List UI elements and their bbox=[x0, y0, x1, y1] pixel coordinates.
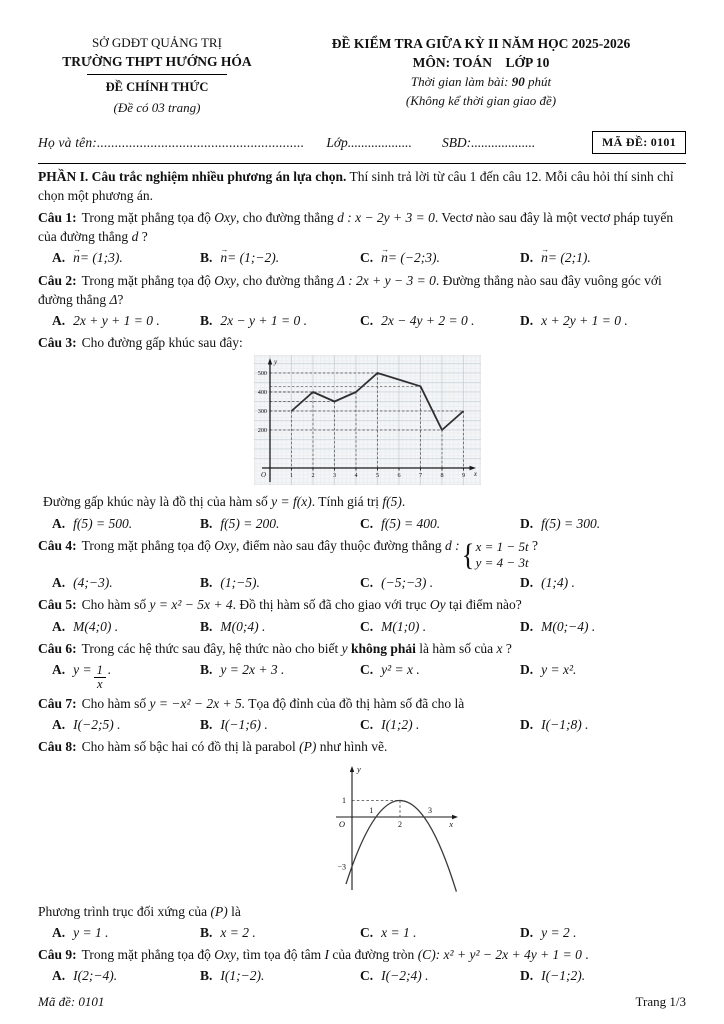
option-A bbox=[52, 923, 200, 942]
option-letter: C. bbox=[360, 924, 374, 940]
question-number: Câu 8: bbox=[38, 739, 77, 755]
option-B bbox=[200, 923, 360, 942]
option-letter: C. bbox=[360, 618, 374, 634]
svg-text:8: 8 bbox=[440, 472, 444, 480]
option-letter: B. bbox=[200, 661, 213, 677]
math-segment: d : x − 2y + 3 = 0 bbox=[337, 210, 435, 226]
option-letter: A. bbox=[52, 968, 66, 984]
vector-symbol: n → bbox=[381, 248, 388, 267]
svg-text:6: 6 bbox=[397, 472, 401, 480]
question-stem bbox=[38, 694, 686, 713]
option-D bbox=[520, 966, 686, 985]
math-segment: d : bbox=[445, 537, 460, 553]
sbd-field: SBD:................... bbox=[441, 134, 536, 150]
question-stem bbox=[38, 333, 686, 352]
text-segment: ? bbox=[502, 640, 512, 656]
text-segment: Đường gấp khúc này là đồ thị của hàm số bbox=[43, 494, 272, 510]
department-name: SỞ GDĐT QUẢNG TRỊ bbox=[92, 35, 222, 50]
option-letter: B. bbox=[200, 312, 213, 328]
svg-text:−3: −3 bbox=[337, 861, 346, 871]
option-letter: D. bbox=[520, 515, 534, 531]
options-row bbox=[38, 617, 686, 636]
option-D bbox=[520, 514, 686, 533]
math-segment: (1;−5). bbox=[220, 575, 260, 591]
svg-text:2: 2 bbox=[398, 819, 402, 829]
math-segment: y = 2 . bbox=[541, 924, 577, 940]
question-stem bbox=[38, 595, 686, 614]
option-A bbox=[52, 248, 200, 267]
math-segment: (C): x² + y² − 2x + 4y + 1 = 0 bbox=[417, 947, 582, 963]
option-letter: D. bbox=[520, 661, 534, 677]
text-segment: Trong mặt phẳng tọa độ bbox=[81, 537, 215, 553]
question-block-9 bbox=[38, 945, 686, 985]
question-block-6 bbox=[38, 639, 686, 691]
option-letter: A. bbox=[52, 717, 66, 733]
question-stem bbox=[38, 639, 686, 658]
option-C bbox=[360, 248, 520, 267]
math-segment: y bbox=[341, 640, 348, 656]
text-segment: , tìm tọa độ tâm bbox=[236, 947, 325, 963]
math-segment: y = x². bbox=[541, 661, 577, 677]
option-D bbox=[520, 715, 686, 734]
page-count-note: (Đề có 03 trang) bbox=[113, 100, 201, 116]
header-left bbox=[38, 34, 276, 118]
system-line: x = 1 − 5t bbox=[475, 538, 529, 554]
question-number: Câu 4: bbox=[38, 537, 77, 553]
class-field: Lớp................... bbox=[326, 134, 412, 150]
math-segment: Oxy bbox=[214, 947, 236, 963]
question-block-1 bbox=[38, 208, 686, 267]
math-segment: I(1;2) . bbox=[381, 717, 420, 733]
math-segment: d bbox=[131, 229, 139, 245]
duration-minutes: 90 bbox=[511, 74, 525, 90]
svg-text:500: 500 bbox=[257, 370, 267, 378]
math-segment: (1;4) . bbox=[541, 575, 575, 591]
question-number: Câu 5: bbox=[38, 597, 77, 613]
math-segment: M(0;−4) . bbox=[541, 618, 596, 634]
option-letter: B. bbox=[200, 250, 213, 266]
math-segment: M(1;0) . bbox=[381, 618, 427, 634]
option-C bbox=[360, 966, 520, 985]
svg-text:O: O bbox=[260, 471, 266, 480]
header bbox=[38, 34, 686, 118]
text-segment: Phương trình trục đối xứng của bbox=[38, 903, 211, 919]
name-field: Họ và tên:.......................................................... bbox=[38, 134, 305, 150]
option-A bbox=[52, 617, 200, 636]
math-segment: y = −x² − 2x + 5. bbox=[149, 696, 246, 712]
option-letter: A. bbox=[52, 661, 66, 677]
no-extra-time-note: (Không kể thời gian giao đề) bbox=[405, 92, 557, 108]
vector-symbol: n → bbox=[73, 248, 80, 267]
svg-text:300: 300 bbox=[257, 408, 267, 416]
question-number: Câu 7: bbox=[38, 696, 77, 712]
math-segment: x = 2 . bbox=[220, 924, 256, 940]
text-segment: . Đường thẳng nào sau đây vuông góc với đường thẳng bbox=[38, 272, 662, 307]
option-letter: D. bbox=[520, 575, 534, 591]
option-letter: C. bbox=[360, 575, 374, 591]
options-row bbox=[38, 311, 686, 330]
options-row bbox=[38, 715, 686, 734]
question-number: Câu 6: bbox=[38, 640, 77, 656]
svg-text:1: 1 bbox=[342, 795, 346, 805]
svg-text:5: 5 bbox=[375, 472, 380, 480]
option-C bbox=[360, 660, 520, 691]
fraction-denominator: x bbox=[96, 677, 103, 692]
svg-text:3: 3 bbox=[428, 805, 432, 815]
option-D bbox=[520, 573, 686, 592]
math-segment: (P) bbox=[299, 739, 317, 755]
option-letter: B. bbox=[200, 717, 213, 733]
parabola-chart-svg bbox=[300, 760, 465, 895]
text-segment: Trong mặt phẳng tọa độ bbox=[81, 947, 215, 963]
math-segment: Oxy bbox=[214, 272, 236, 288]
text-segment: Cho hàm số bậc hai có đồ thị là parabol bbox=[81, 739, 300, 755]
option-D bbox=[520, 617, 686, 636]
option-C bbox=[360, 715, 520, 734]
option-A bbox=[52, 966, 200, 985]
option-B bbox=[200, 715, 360, 734]
options-row bbox=[38, 966, 686, 985]
duration-suffix: phút bbox=[524, 74, 552, 90]
svg-text:9: 9 bbox=[461, 472, 466, 480]
footer-exam-code: Mã đề: 0101 bbox=[38, 993, 105, 1009]
option-letter: A. bbox=[52, 250, 66, 266]
svg-text:y: y bbox=[274, 358, 278, 367]
math-segment: = (−2;3). bbox=[387, 250, 440, 266]
option-letter: C. bbox=[360, 717, 374, 733]
student-info-row bbox=[38, 131, 686, 154]
questions-list bbox=[38, 208, 686, 985]
math-segment: (4;−3). bbox=[73, 575, 113, 591]
question-stem-after-figure bbox=[38, 902, 686, 921]
options-row bbox=[38, 923, 686, 942]
question-block-4 bbox=[38, 536, 686, 593]
option-B bbox=[200, 573, 360, 592]
option-A bbox=[52, 715, 200, 734]
svg-text:400: 400 bbox=[257, 389, 267, 397]
math-segment: f(5) = 500. bbox=[73, 515, 133, 531]
text-segment: như hình vẽ. bbox=[316, 739, 388, 755]
text-segment: Cho hàm số bbox=[81, 597, 150, 613]
text-segment: . bbox=[581, 947, 589, 963]
exam-code-box: MÃ ĐỀ: 0101 bbox=[592, 131, 686, 154]
duration-prefix: Thời gian làm bài: bbox=[410, 74, 512, 90]
option-letter: B. bbox=[200, 618, 213, 634]
question-stem-after-figure bbox=[38, 492, 686, 511]
text-segment: ? bbox=[138, 229, 148, 245]
math-segment: f(5) = 200. bbox=[220, 515, 280, 531]
math-segment: I(1;−2). bbox=[220, 968, 265, 984]
math-segment: x = 1 . bbox=[381, 924, 417, 940]
duration-line bbox=[276, 73, 686, 91]
math-segment: = (1;−2). bbox=[227, 250, 280, 266]
option-letter: D. bbox=[520, 968, 534, 984]
school-underline bbox=[87, 74, 227, 75]
math-segment: x bbox=[496, 640, 503, 656]
option-A bbox=[52, 514, 200, 533]
math-segment: Oxy bbox=[214, 537, 236, 553]
svg-text:y: y bbox=[357, 763, 361, 774]
math-segment: y = f(x) bbox=[271, 494, 312, 510]
option-letter: D. bbox=[520, 717, 534, 733]
option-B bbox=[200, 966, 360, 985]
math-segment: (−5;−3) . bbox=[381, 575, 434, 591]
option-B bbox=[200, 514, 360, 533]
math-segment: y = 1 . bbox=[73, 924, 109, 940]
option-C bbox=[360, 617, 520, 636]
option-letter: A. bbox=[52, 575, 66, 591]
exam-title: ĐỀ KIỂM TRA GIỮA KỲ II NĂM HỌC 2025-2026 bbox=[331, 36, 631, 51]
option-B bbox=[200, 617, 360, 636]
bold-segment: không phải bbox=[350, 640, 416, 656]
subject-grade-line: MÔN: TOÁN LỚP 10 bbox=[412, 55, 550, 71]
question-stem bbox=[38, 945, 686, 964]
system-brace: { bbox=[461, 538, 475, 572]
text-segment: là bbox=[227, 903, 241, 919]
math-segment: Δ : 2x + y − 3 = 0 bbox=[337, 272, 436, 288]
math-segment: 2x + y + 1 = 0 . bbox=[73, 312, 160, 328]
fraction-numerator: 1 bbox=[94, 664, 106, 678]
option-D bbox=[520, 248, 686, 267]
header-divider bbox=[38, 163, 686, 164]
option-D bbox=[520, 311, 686, 330]
math-segment: I(−2;5) . bbox=[73, 717, 121, 733]
question-number: Câu 3: bbox=[38, 335, 77, 351]
option-letter: B. bbox=[200, 575, 213, 591]
vector-symbol: n → bbox=[220, 248, 227, 267]
question-number: Câu 1: bbox=[38, 210, 77, 226]
svg-text:200: 200 bbox=[257, 427, 267, 435]
question-number: Câu 9: bbox=[38, 947, 77, 963]
math-segment: Oxy bbox=[214, 210, 236, 226]
option-letter: D. bbox=[520, 312, 534, 328]
text-segment: . Đồ thị hàm số đã cho giao với trục bbox=[232, 597, 430, 613]
math-segment: M(0;4) . bbox=[220, 618, 266, 634]
math-segment: = (1;3). bbox=[79, 250, 123, 266]
option-A bbox=[52, 311, 200, 330]
math-segment: y² = x . bbox=[381, 661, 420, 677]
math-segment: 2x − y + 1 = 0 . bbox=[220, 312, 307, 328]
math-segment: Δ bbox=[109, 291, 118, 307]
svg-text:1: 1 bbox=[289, 472, 294, 480]
text-segment: ? bbox=[528, 537, 538, 553]
question-stem bbox=[38, 208, 686, 246]
text-segment: . Vectơ nào sau đây là một vectơ pháp tuyến của đường thẳng bbox=[38, 210, 674, 245]
option-letter: B. bbox=[200, 515, 213, 531]
math-segment: I(−1;6) . bbox=[220, 717, 268, 733]
part1-heading-rest: Thí sinh trả lời từ câu 1 đến câu 12. Mỗi câu hỏi thí sinh chỉ chọn một phương án. bbox=[38, 168, 674, 203]
part1-heading-bold: PHẦN I. Câu trắc nghiệm nhiều phương án lựa chọn. bbox=[38, 168, 347, 184]
math-segment: I bbox=[324, 947, 329, 963]
math-segment: I(−2;4) . bbox=[381, 968, 429, 984]
options-row bbox=[38, 660, 686, 691]
option-letter: A. bbox=[52, 924, 66, 940]
text-segment: , cho đường thẳng bbox=[236, 210, 338, 226]
svg-text:1: 1 bbox=[369, 805, 374, 815]
fraction bbox=[94, 664, 106, 691]
option-A bbox=[52, 660, 200, 691]
options-row bbox=[38, 573, 686, 592]
text-segment: tại điểm nào? bbox=[445, 597, 522, 613]
math-segment: 2x − 4y + 2 = 0 . bbox=[381, 312, 475, 328]
svg-text:O: O bbox=[338, 818, 345, 829]
q3-figure bbox=[38, 355, 686, 490]
option-C bbox=[360, 514, 520, 533]
svg-text:4: 4 bbox=[354, 472, 358, 480]
vector-symbol: n → bbox=[541, 248, 548, 267]
question-block-3 bbox=[38, 333, 686, 533]
math-segment: . bbox=[107, 661, 112, 677]
text-segment: Trong mặt phẳng tọa độ bbox=[81, 272, 215, 288]
equation-system bbox=[462, 539, 529, 572]
text-segment: của đường tròn bbox=[329, 947, 418, 963]
question-stem bbox=[38, 271, 686, 309]
math-segment: f(5) bbox=[382, 494, 402, 510]
math-segment: y = 2x + 3 . bbox=[220, 661, 285, 677]
option-letter: B. bbox=[200, 968, 213, 984]
math-segment: I(−1;8) . bbox=[541, 717, 589, 733]
part1-heading bbox=[38, 167, 686, 205]
math-segment: f(5) = 300. bbox=[541, 515, 601, 531]
question-block-5 bbox=[38, 595, 686, 635]
option-letter: D. bbox=[520, 250, 534, 266]
svg-text:x: x bbox=[449, 818, 453, 829]
option-letter: A. bbox=[52, 618, 66, 634]
question-block-7 bbox=[38, 694, 686, 734]
option-C bbox=[360, 923, 520, 942]
official-exam-label: ĐỀ CHÍNH THỨC bbox=[105, 79, 209, 94]
text-segment: Trong mặt phẳng tọa độ bbox=[81, 210, 215, 226]
text-segment: Cho hàm số bbox=[81, 696, 150, 712]
options-row bbox=[38, 514, 686, 533]
option-A bbox=[52, 573, 200, 592]
option-letter: C. bbox=[360, 968, 374, 984]
option-letter: C. bbox=[360, 250, 374, 266]
text-segment: Trong các hệ thức sau đây, hệ thức nào cho biết bbox=[81, 640, 342, 656]
polyline-chart-svg bbox=[254, 355, 481, 485]
question-block-2 bbox=[38, 271, 686, 330]
question-stem bbox=[38, 737, 686, 756]
option-letter: C. bbox=[360, 515, 374, 531]
option-C bbox=[360, 311, 520, 330]
math-segment: I(−1;2). bbox=[541, 968, 586, 984]
option-D bbox=[520, 660, 686, 691]
footer bbox=[38, 993, 686, 1011]
text-segment: . bbox=[401, 494, 406, 510]
svg-text:x: x bbox=[473, 470, 477, 479]
text-segment: Cho đường gấp khúc sau đây: bbox=[81, 335, 243, 351]
q8-figure bbox=[38, 760, 686, 900]
text-segment: là hàm số của bbox=[415, 640, 497, 656]
option-letter: C. bbox=[360, 661, 374, 677]
svg-text:3: 3 bbox=[332, 472, 337, 480]
math-segment: = (2;1). bbox=[547, 250, 591, 266]
question-number: Câu 2: bbox=[38, 272, 77, 288]
system-line: y = 4 − 3t bbox=[475, 555, 529, 571]
text-segment: . Tính giá trị bbox=[311, 494, 383, 510]
question-stem bbox=[38, 536, 686, 572]
option-D bbox=[520, 923, 686, 942]
text-segment: Tọa độ đỉnh của đồ thị hàm số đã cho là bbox=[245, 696, 465, 712]
option-B bbox=[200, 660, 360, 691]
math-segment: y = bbox=[73, 661, 92, 677]
math-segment: M(4;0) . bbox=[73, 618, 119, 634]
text-segment: ? bbox=[117, 291, 124, 307]
option-B bbox=[200, 311, 360, 330]
option-B bbox=[200, 248, 360, 267]
math-segment: y = x² − 5x + 4 bbox=[149, 597, 233, 613]
text-segment: , điểm nào sau đây thuộc đường thẳng bbox=[236, 537, 446, 553]
footer-page-number: Trang 1/3 bbox=[635, 993, 686, 1009]
math-segment: x + 2y + 1 = 0 . bbox=[541, 312, 628, 328]
option-C bbox=[360, 573, 520, 592]
header-right bbox=[276, 34, 686, 118]
math-segment: (P) bbox=[210, 903, 228, 919]
option-letter: A. bbox=[52, 312, 66, 328]
option-letter: B. bbox=[200, 924, 213, 940]
question-block-8 bbox=[38, 737, 686, 942]
math-segment: f(5) = 400. bbox=[381, 515, 441, 531]
option-letter: D. bbox=[520, 924, 534, 940]
option-letter: D. bbox=[520, 618, 534, 634]
option-letter: C. bbox=[360, 312, 374, 328]
system-lines bbox=[476, 539, 529, 572]
option-letter: A. bbox=[52, 515, 66, 531]
svg-text:2: 2 bbox=[311, 472, 315, 480]
math-segment: Oy bbox=[429, 597, 446, 613]
text-segment: , cho đường thẳng bbox=[236, 272, 338, 288]
svg-text:7: 7 bbox=[418, 472, 423, 480]
options-row bbox=[38, 248, 686, 267]
school-name: TRƯỜNG THPT HƯỚNG HÓA bbox=[62, 54, 252, 70]
math-segment: I(2;−4). bbox=[73, 968, 118, 984]
